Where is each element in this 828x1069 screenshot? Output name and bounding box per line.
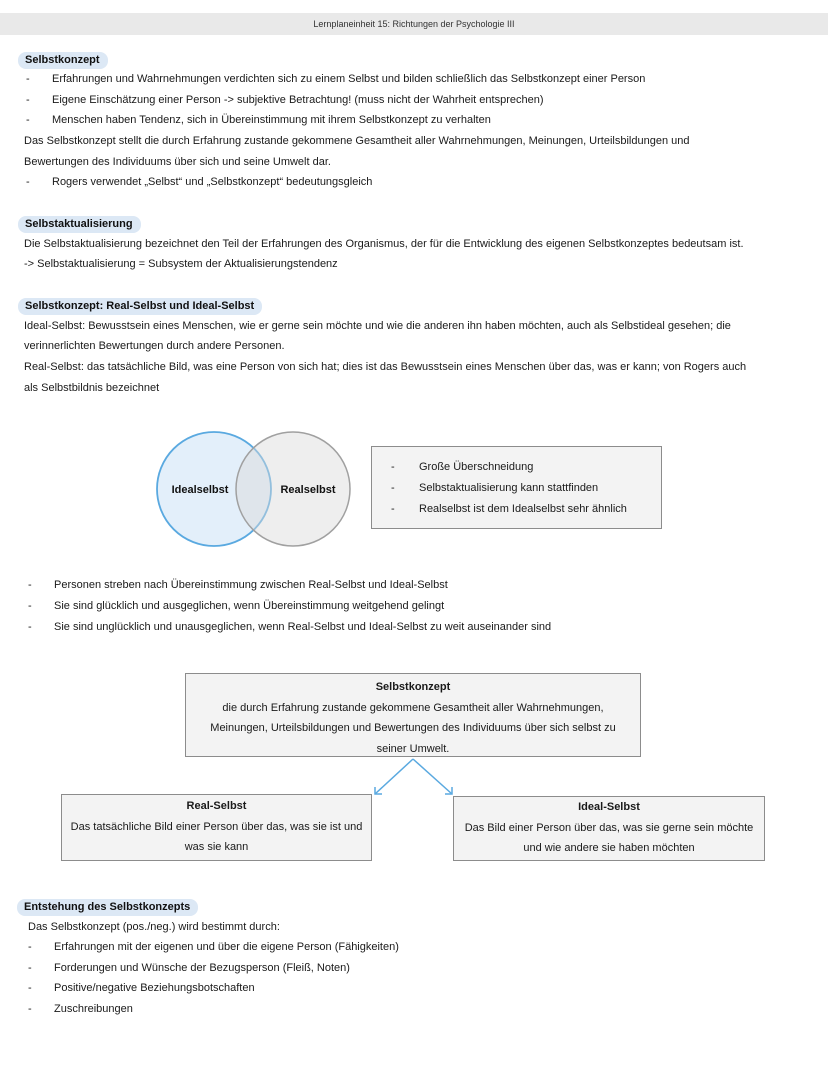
list-item: -: [391, 461, 395, 473]
section-title-entstehung: Entstehung des Selbstkonzepts: [17, 899, 198, 916]
section-title-selbstkonzept: Selbstkonzept: [18, 52, 108, 69]
list-item-text: Große Überschneidung: [419, 461, 534, 473]
box-line: die durch Erfahrung zustande gekommene Gesamtheit aller Wahrnehmungen,: [222, 701, 604, 714]
paragraph-line: Real-Selbst: das tatsächliche Bild, was eine Person von sich hat; dies ist das Bewusstsein eines Menschen über das, was er kann; von Rogers auch: [24, 361, 747, 373]
venn-label-real: Realselbst: [280, 484, 336, 496]
box-title: Ideal-Selbst: [578, 801, 640, 813]
paragraph-line: Das Selbstkonzept stellt die durch Erfahrung zustande gekommene Gesamtheit aller Wahrnehmungen, Meinungen, Urteilsbildungen und: [24, 135, 690, 147]
box-line: Meinungen, Urteilsbildungen und Bewertungen des Individuums über sich selbst zu: [210, 722, 616, 734]
selbstkonzept-box: [185, 673, 641, 757]
box-line: was sie kann: [184, 841, 249, 853]
paragraph-line: Das Selbstkonzept (pos./neg.) wird bestimmt durch:: [28, 921, 280, 933]
venn-label-ideal: Idealselbst: [171, 484, 229, 496]
real-selbst-box: [61, 794, 372, 861]
box-title: Selbstkonzept: [375, 681, 451, 693]
list-item: -: [391, 482, 395, 494]
arrow-left: [375, 759, 413, 794]
box-line: seiner Umwelt.: [376, 742, 450, 755]
box-line: Das tatsächliche Bild einer Person über das, was sie ist und: [70, 820, 363, 833]
section-title-selbstaktualisierung: Selbstaktualisierung: [18, 216, 141, 233]
box-line: und wie andere sie haben möchten: [523, 842, 695, 854]
paragraph-line: Die Selbstaktualisierung bezeichnet den Teil der Erfahrungen des Organismus, der für die Entwicklung des eigenen Selbstkonzeptes bedeutsam ist.: [24, 238, 744, 250]
list-item: -: [391, 503, 395, 515]
box-line: Das Bild einer Person über das, was sie gerne sein möchte: [464, 821, 754, 834]
venn-notes-box: [371, 446, 662, 529]
ideal-selbst-box: [453, 796, 765, 861]
venn-diagram: [155, 428, 355, 550]
list-item-text: Selbstaktualisierung kann stattfinden: [419, 482, 599, 494]
section-title-real-ideal: Selbstkonzept: Real-Selbst und Ideal-Selbst: [18, 298, 262, 315]
header-title: Lernplaneinheit 15: Richtungen der Psychologie III: [313, 19, 515, 29]
box-title: Real-Selbst: [186, 800, 247, 812]
branch-arrows: [360, 757, 470, 799]
paragraph-line: als Selbstbildnis bezeichnet: [24, 382, 160, 394]
paragraph-line: verinnerlichten Bewertungen durch andere Personen.: [24, 340, 285, 352]
paragraph-line: Ideal-Selbst: Bewusstsein eines Menschen, wie er gerne sein möchte und wie die anderen ihn haben möchten, auch als Selbstideal gesehen; die: [24, 320, 731, 332]
arrow-right: [413, 759, 452, 794]
paragraph-line: Bewertungen des Individuums über sich und seine Umwelt dar.: [24, 156, 331, 168]
document-header: [0, 13, 828, 35]
paragraph-line: -> Selbstaktualisierung = Subsystem der Aktualisierungstendenz: [24, 258, 338, 270]
list-item-text: Realselbst ist dem Idealselbst sehr ähnlich: [419, 503, 627, 515]
